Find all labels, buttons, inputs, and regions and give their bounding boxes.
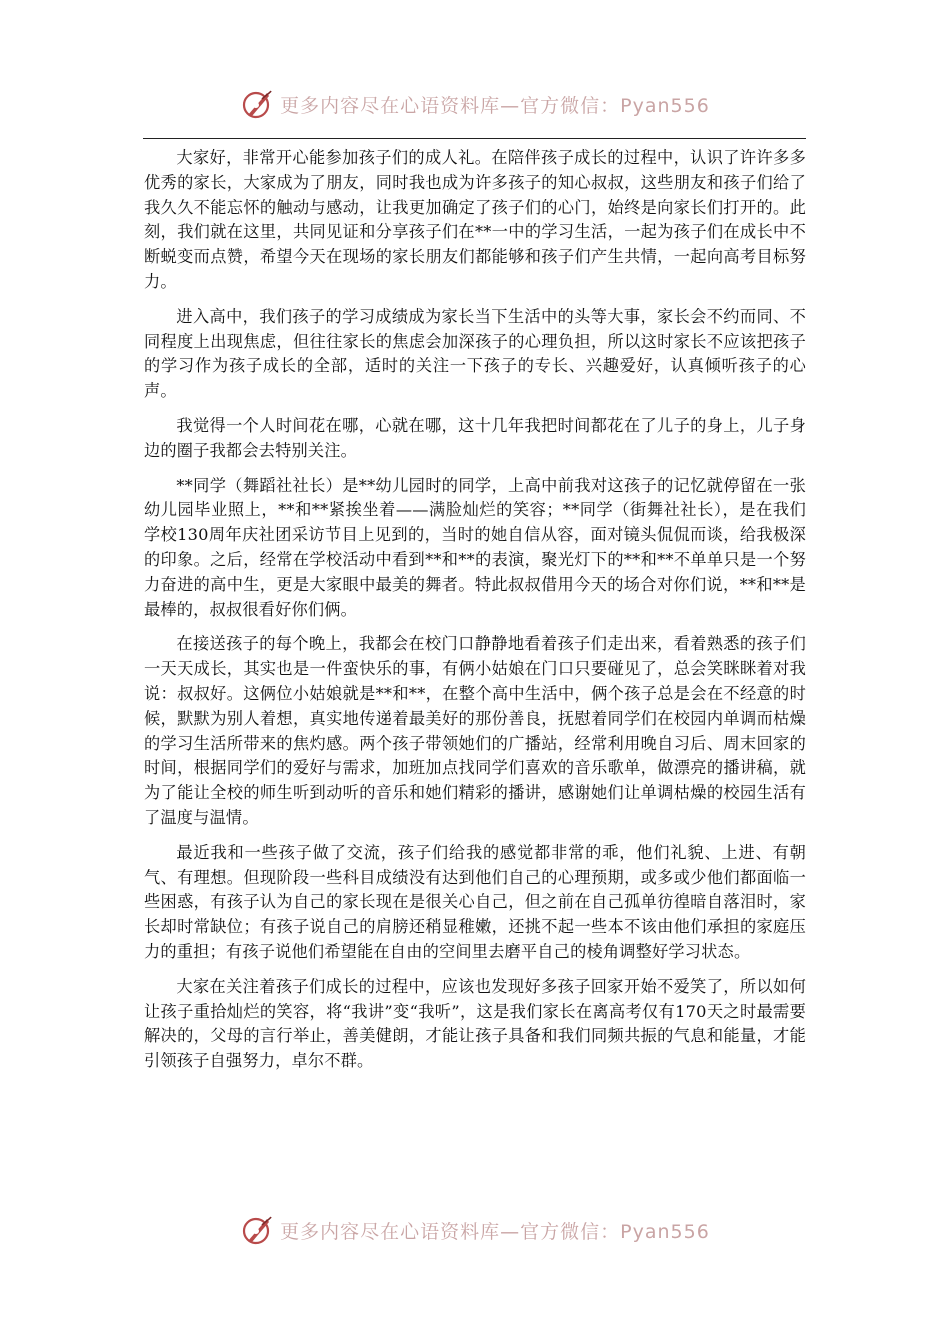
header-banner bbox=[0, 82, 950, 126]
document-body bbox=[144, 146, 806, 1084]
quill-logo-icon bbox=[240, 1213, 274, 1247]
footer-banner-text: 更多内容尽在心语资料库—官方微信：Pyan556 bbox=[280, 1220, 710, 1243]
paragraph-6: 最近我和一些孩子做了交流，孩子们给我的感觉都非常的乖，他们礼貌、上进、有朝气、有理想。但现阶段一些科目成绩没有达到他们自己的心理预期，或多或少他们都面临一些困惑，有孩子认为自己的家长现在是很关心自己，但之前在自己孤单彷徨暗自落泪时，家长却时常缺位；有孩子说自己的肩膀还稍显稚嫩，还挑不起一些本不该由他们承担的家庭压力的重担；有孩子说他们希望能在自由的空间里去磨平自己的棱角调整好学习状态。 bbox=[144, 842, 806, 961]
header-divider bbox=[143, 138, 806, 139]
paragraph-5: 在接送孩子的每个晚上，我都会在校门口静静地看着孩子们走出来，看着熟悉的孩子们一天天成长，其实也是一件蛮快乐的事，有俩小姑娘在门口只要碰见了，总会笑眯眯着对我说：叔叔好。这俩位小姑娘就是**和**，在整个高中生活中，俩个孩子总是会在不经意的时候，默默为别人着想，真实地传递着最美好的那份善良，抚慰着同学们在校园内单调而枯燥的学习生活所带来的焦灼感。两个孩子带领她们的广播站，经常利用晚自习后、周末回家的时间，根据同学们的爱好与需求，加班加点找同学们喜欢的音乐歌单，做漂亮的播讲稿，就为了能让全校的师生听到动听的音乐和她们精彩的播讲，感谢她们让单调枯燥的校园生活有了温度与温情。 bbox=[144, 634, 806, 827]
header-banner-text: 更多内容尽在心语资料库—官方微信：Pyan556 bbox=[280, 94, 710, 117]
paragraph-4: **同学（舞蹈社社长）是**幼儿园时的同学，上高中前我对这孩子的记忆就停留在一张幼儿园毕业照上，**和**紧挨坐着——满脸灿烂的笑容；**同学（街舞社社长），是在我们学校130周年庆社团采访节目上见到的，当时的她自信从容，面对镜头侃侃而谈，给我极深的印象。之后，经常在学校活动中看到**和**的表演，聚光灯下的**和**不单单只是一个努力奋进的高中生，更是大家眼中最美的舞者。特此叔叔借用今天的场合对你们说，**和**是最棒的，叔叔很看好你们俩。 bbox=[144, 475, 806, 619]
paragraph-7: 大家在关注着孩子们成长的过程中，应该也发现好多孩子回家开始不爱笑了，所以如何让孩子重拾灿烂的笑容，将“我讲”变“我听”，这是我们家长在离高考仅有170天之时最需要解决的，父母的言行举止，善美健朗，才能让孩子具备和我们同频共振的气息和能量，才能引领孩子自强努力，卓尔不群。 bbox=[144, 976, 806, 1071]
paragraph-2: 进入高中，我们孩子的学习成绩成为家长当下生活中的头等大事，家长会不约而同、不同程度上出现焦虑，但往往家长的焦虑会加深孩子的心理负担，所以这时家长不应该把孩子的学习作为孩子成长的全部，适时的关注一下孩子的专长、兴趣爱好，认真倾听孩子的心声。 bbox=[144, 306, 806, 401]
paragraph-1: 大家好，非常开心能参加孩子们的成人礼。在陪伴孩子成长的过程中，认识了许许多多优秀的家长，大家成为了朋友，同时我也成为许多孩子的知心叔叔，这些朋友和孩子们给了我久久不能忘怀的触动与感动，让我更加确定了孩子们的心门，始终是向家长们打开的。此刻，我们就在这里，共同见证和分享孩子们在**一中的学习生活，一起为孩子们在成长中不断蜕变而点赞，希望今天在现场的家长朋友们都能够和孩子们产生共情，一起向高考目标努力。 bbox=[144, 148, 806, 291]
footer-banner bbox=[0, 1208, 950, 1252]
quill-logo-icon bbox=[240, 87, 274, 121]
paragraph-3: 我觉得一个人时间花在哪，心就在哪，这十几年我把时间都花在了儿子的身上，儿子身边的圈子我都会去特别关注。 bbox=[144, 415, 806, 460]
